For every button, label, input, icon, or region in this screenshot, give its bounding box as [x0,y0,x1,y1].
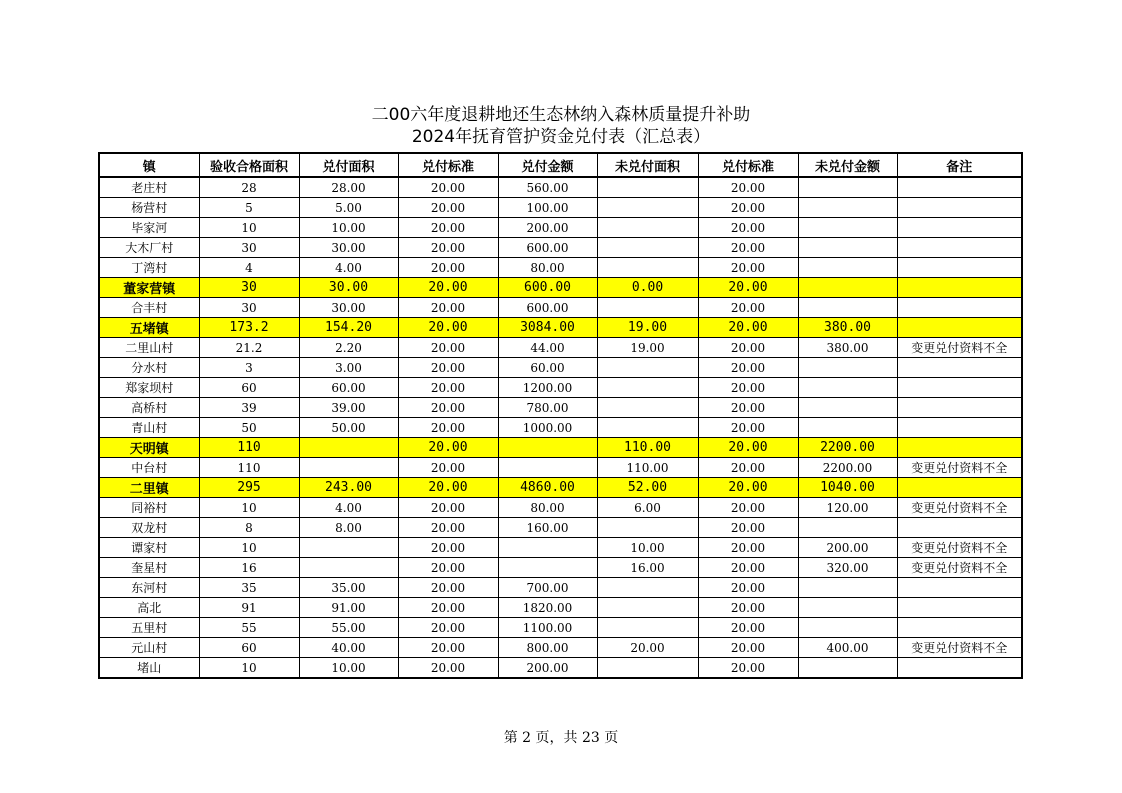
unpaid-amount-cell: 200.00 [798,538,897,558]
accepted-area-cell: 3 [199,358,299,378]
accepted-area-cell: 21.2 [199,338,299,358]
unpaid-rate-cell: 20.00 [698,438,798,458]
remarks-cell [897,318,1022,338]
table-row [99,558,1022,578]
accepted-area-cell: 30 [199,278,299,298]
unpaid-rate-cell: 20.00 [698,278,798,298]
accepted-area-cell: 50 [199,418,299,438]
unpaid-amount-cell [798,218,897,238]
town-cell: 分水村 [99,358,199,378]
unpaid-amount-cell: 380.00 [798,338,897,358]
town-cell: 谭家村 [99,538,199,558]
unpaid-rate-cell: 20.00 [698,398,798,418]
unpaid-amount-cell [798,578,897,598]
accepted-area-cell: 10 [199,538,299,558]
paid-rate-cell: 20.00 [398,578,498,598]
unpaid-rate-cell: 20.00 [698,258,798,278]
unpaid-amount-cell [798,198,897,218]
unpaid-area-cell: 110.00 [597,458,698,478]
town-subtotal-row [99,438,1022,458]
unpaid-rate-cell: 20.00 [698,598,798,618]
header-paid-rate: 兑付标准 [398,153,498,177]
town-subtotal-row [99,278,1022,298]
paid-amount-cell: 100.00 [498,198,597,218]
paid-amount-cell: 160.00 [498,518,597,538]
remarks-cell: 变更兑付资料不全 [897,558,1022,578]
paid-amount-cell: 600.00 [498,238,597,258]
town-cell: 高北 [99,598,199,618]
unpaid-amount-cell [798,358,897,378]
paid-area-cell [299,538,398,558]
unpaid-rate-cell: 20.00 [698,558,798,578]
accepted-area-cell: 39 [199,398,299,418]
table-row [99,338,1022,358]
table-row [99,258,1022,278]
paid-amount-cell: 560.00 [498,177,597,198]
accepted-area-cell: 55 [199,618,299,638]
unpaid-area-cell: 6.00 [597,498,698,518]
remarks-cell [897,218,1022,238]
town-cell: 大木厂村 [99,238,199,258]
table-row [99,538,1022,558]
unpaid-area-cell: 10.00 [597,538,698,558]
remarks-cell [897,198,1022,218]
paid-amount-cell [498,558,597,578]
town-cell: 毕家河 [99,218,199,238]
paid-amount-cell [498,438,597,458]
town-cell: 老庄村 [99,177,199,198]
remarks-cell [897,258,1022,278]
table-row [99,618,1022,638]
remarks-cell [897,358,1022,378]
unpaid-rate-cell: 20.00 [698,658,798,679]
unpaid-area-cell [597,378,698,398]
accepted-area-cell: 60 [199,378,299,398]
paid-amount-cell: 80.00 [498,258,597,278]
town-cell: 丁湾村 [99,258,199,278]
paid-amount-cell: 80.00 [498,498,597,518]
remarks-cell [897,658,1022,679]
paid-area-cell: 5.00 [299,198,398,218]
unpaid-amount-cell: 2200.00 [798,458,897,478]
accepted-area-cell: 110 [199,458,299,478]
town-cell: 郑家坝村 [99,378,199,398]
remarks-cell: 变更兑付资料不全 [897,638,1022,658]
unpaid-area-cell [597,658,698,679]
remarks-cell [897,618,1022,638]
accepted-area-cell: 4 [199,258,299,278]
unpaid-rate-cell: 20.00 [698,177,798,198]
paid-rate-cell: 20.00 [398,618,498,638]
header-accepted-area: 验收合格面积 [199,153,299,177]
unpaid-area-cell: 19.00 [597,318,698,338]
paid-rate-cell: 20.00 [398,438,498,458]
paid-area-cell: 39.00 [299,398,398,418]
paid-rate-cell: 20.00 [398,198,498,218]
unpaid-rate-cell: 20.00 [698,338,798,358]
unpaid-amount-cell [798,177,897,198]
table-row [99,298,1022,318]
unpaid-area-cell [597,177,698,198]
unpaid-rate-cell: 20.00 [698,478,798,498]
town-cell: 东河村 [99,578,199,598]
unpaid-area-cell: 52.00 [597,478,698,498]
unpaid-rate-cell: 20.00 [698,538,798,558]
remarks-cell: 变更兑付资料不全 [897,538,1022,558]
table-row [99,638,1022,658]
town-cell: 堵山 [99,658,199,679]
unpaid-amount-cell: 120.00 [798,498,897,518]
unpaid-rate-cell: 20.00 [698,358,798,378]
table-row [99,578,1022,598]
town-cell: 天明镇 [99,438,199,458]
document-title-line1: 二00六年度退耕地还生态林纳入森林质量提升补助 [371,105,751,125]
paid-area-cell: 91.00 [299,598,398,618]
remarks-cell [897,238,1022,258]
table-row [99,358,1022,378]
unpaid-rate-cell: 20.00 [698,298,798,318]
unpaid-area-cell: 20.00 [597,638,698,658]
table-row [99,198,1022,218]
accepted-area-cell: 110 [199,438,299,458]
unpaid-rate-cell: 20.00 [698,578,798,598]
unpaid-rate-cell: 20.00 [698,218,798,238]
unpaid-rate-cell: 20.00 [698,498,798,518]
unpaid-area-cell [597,578,698,598]
unpaid-area-cell [597,238,698,258]
table-row [99,177,1022,198]
paid-area-cell: 2.20 [299,338,398,358]
table-row [99,418,1022,438]
document-title-line2: 2024年抚育管护资金兑付表（汇总表） [411,127,711,147]
paid-amount-cell: 4860.00 [498,478,597,498]
unpaid-rate-cell: 20.00 [698,458,798,478]
unpaid-amount-cell [798,258,897,278]
paid-area-cell: 30.00 [299,238,398,258]
town-cell: 中台村 [99,458,199,478]
header-unpaid-rate: 兑付标准 [698,153,798,177]
unpaid-area-cell [597,358,698,378]
paid-amount-cell: 780.00 [498,398,597,418]
unpaid-amount-cell [798,598,897,618]
town-cell: 杨营村 [99,198,199,218]
unpaid-area-cell: 0.00 [597,278,698,298]
town-cell: 高桥村 [99,398,199,418]
paid-area-cell: 40.00 [299,638,398,658]
paid-rate-cell: 20.00 [398,358,498,378]
remarks-cell [897,438,1022,458]
remarks-cell [897,398,1022,418]
unpaid-rate-cell: 20.00 [698,198,798,218]
remarks-cell [897,418,1022,438]
unpaid-area-cell [597,298,698,318]
unpaid-amount-cell [798,298,897,318]
unpaid-rate-cell: 20.00 [698,618,798,638]
unpaid-amount-cell [798,658,897,679]
accepted-area-cell: 8 [199,518,299,538]
paid-rate-cell: 20.00 [398,298,498,318]
unpaid-area-cell [597,398,698,418]
accepted-area-cell: 30 [199,298,299,318]
town-cell: 同裕村 [99,498,199,518]
remarks-cell [897,598,1022,618]
paid-rate-cell: 20.00 [398,638,498,658]
paid-area-cell: 30.00 [299,278,398,298]
town-cell: 董家营镇 [99,278,199,298]
town-cell: 奎星村 [99,558,199,578]
paid-area-cell: 243.00 [299,478,398,498]
table-row [99,658,1022,679]
unpaid-area-cell [597,258,698,278]
paid-area-cell: 4.00 [299,498,398,518]
paid-amount-cell: 1820.00 [498,598,597,618]
paid-area-cell: 154.20 [299,318,398,338]
accepted-area-cell: 16 [199,558,299,578]
paid-amount-cell: 800.00 [498,638,597,658]
town-cell: 双龙村 [99,518,199,538]
paid-rate-cell: 20.00 [398,598,498,618]
unpaid-amount-cell [798,238,897,258]
header-town: 镇 [99,153,199,177]
paid-amount-cell: 1100.00 [498,618,597,638]
unpaid-amount-cell [798,618,897,638]
town-cell: 二里镇 [99,478,199,498]
accepted-area-cell: 10 [199,498,299,518]
paid-rate-cell: 20.00 [398,458,498,478]
header-paid-amount: 兑付金额 [498,153,597,177]
unpaid-area-cell [597,198,698,218]
unpaid-amount-cell: 2200.00 [798,438,897,458]
unpaid-rate-cell: 20.00 [698,418,798,438]
paid-rate-cell: 20.00 [398,218,498,238]
remarks-cell [897,278,1022,298]
remarks-cell [897,177,1022,198]
table-row [99,458,1022,478]
paid-area-cell: 3.00 [299,358,398,378]
paid-area-cell: 8.00 [299,518,398,538]
paid-rate-cell: 20.00 [398,318,498,338]
table-row [99,598,1022,618]
remarks-cell [897,478,1022,498]
unpaid-area-cell [597,598,698,618]
paid-area-cell: 10.00 [299,218,398,238]
paid-area-cell [299,558,398,578]
remarks-cell: 变更兑付资料不全 [897,498,1022,518]
paid-rate-cell: 20.00 [398,338,498,358]
table-header-row [99,153,1022,177]
header-unpaid-amount: 未兑付金额 [798,153,897,177]
town-cell: 二里山村 [99,338,199,358]
paid-area-cell: 10.00 [299,658,398,679]
remarks-cell [897,518,1022,538]
paid-area-cell: 4.00 [299,258,398,278]
paid-area-cell: 30.00 [299,298,398,318]
paid-amount-cell: 200.00 [498,658,597,679]
paid-amount-cell: 600.00 [498,298,597,318]
unpaid-area-cell: 110.00 [597,438,698,458]
paid-rate-cell: 20.00 [398,658,498,679]
paid-amount-cell [498,538,597,558]
page-footer: 第 2 页，共 23 页 [503,730,619,746]
unpaid-rate-cell: 20.00 [698,378,798,398]
paid-area-cell: 60.00 [299,378,398,398]
unpaid-area-cell: 19.00 [597,338,698,358]
table-row [99,238,1022,258]
remarks-cell [897,378,1022,398]
town-cell: 五里村 [99,618,199,638]
unpaid-area-cell [597,518,698,538]
unpaid-amount-cell: 380.00 [798,318,897,338]
unpaid-amount-cell [798,418,897,438]
accepted-area-cell: 5 [199,198,299,218]
paid-area-cell [299,458,398,478]
paid-rate-cell: 20.00 [398,278,498,298]
paid-rate-cell: 20.00 [398,558,498,578]
accepted-area-cell: 295 [199,478,299,498]
unpaid-rate-cell: 20.00 [698,318,798,338]
accepted-area-cell: 10 [199,658,299,679]
remarks-cell: 变更兑付资料不全 [897,338,1022,358]
unpaid-rate-cell: 20.00 [698,638,798,658]
paid-amount-cell [498,458,597,478]
remarks-cell [897,578,1022,598]
paid-rate-cell: 20.00 [398,538,498,558]
accepted-area-cell: 10 [199,218,299,238]
paid-rate-cell: 20.00 [398,238,498,258]
paid-amount-cell: 1200.00 [498,378,597,398]
table-row [99,518,1022,538]
unpaid-amount-cell: 1040.00 [798,478,897,498]
table-row [99,498,1022,518]
accepted-area-cell: 28 [199,177,299,198]
unpaid-amount-cell [798,278,897,298]
paid-amount-cell: 60.00 [498,358,597,378]
paid-amount-cell: 44.00 [498,338,597,358]
header-unpaid-area: 未兑付面积 [597,153,698,177]
accepted-area-cell: 30 [199,238,299,258]
accepted-area-cell: 173.2 [199,318,299,338]
unpaid-amount-cell [798,398,897,418]
paid-amount-cell: 1000.00 [498,418,597,438]
unpaid-rate-cell: 20.00 [698,238,798,258]
unpaid-amount-cell [798,518,897,538]
paid-amount-cell: 600.00 [498,278,597,298]
header-paid-area: 兑付面积 [299,153,398,177]
town-cell: 五堵镇 [99,318,199,338]
town-cell: 青山村 [99,418,199,438]
paid-area-cell [299,438,398,458]
unpaid-amount-cell: 320.00 [798,558,897,578]
paid-rate-cell: 20.00 [398,258,498,278]
remarks-cell [897,298,1022,318]
accepted-area-cell: 35 [199,578,299,598]
paid-area-cell: 28.00 [299,177,398,198]
unpaid-area-cell [597,418,698,438]
table-row [99,218,1022,238]
paid-rate-cell: 20.00 [398,398,498,418]
accepted-area-cell: 60 [199,638,299,658]
paid-area-cell: 35.00 [299,578,398,598]
paid-amount-cell: 3084.00 [498,318,597,338]
paid-rate-cell: 20.00 [398,518,498,538]
fund-payment-table [98,152,1023,679]
header-remarks: 备注 [897,153,1022,177]
town-subtotal-row [99,478,1022,498]
unpaid-amount-cell: 400.00 [798,638,897,658]
unpaid-area-cell [597,218,698,238]
paid-area-cell: 50.00 [299,418,398,438]
paid-amount-cell: 700.00 [498,578,597,598]
town-subtotal-row [99,318,1022,338]
unpaid-rate-cell: 20.00 [698,518,798,538]
paid-rate-cell: 20.00 [398,418,498,438]
paid-rate-cell: 20.00 [398,498,498,518]
paid-area-cell: 55.00 [299,618,398,638]
paid-rate-cell: 20.00 [398,177,498,198]
town-cell: 合丰村 [99,298,199,318]
table-row [99,378,1022,398]
unpaid-area-cell [597,618,698,638]
accepted-area-cell: 91 [199,598,299,618]
remarks-cell: 变更兑付资料不全 [897,458,1022,478]
unpaid-amount-cell [798,378,897,398]
paid-amount-cell: 200.00 [498,218,597,238]
paid-rate-cell: 20.00 [398,478,498,498]
table-row [99,398,1022,418]
unpaid-area-cell: 16.00 [597,558,698,578]
paid-rate-cell: 20.00 [398,378,498,398]
town-cell: 元山村 [99,638,199,658]
